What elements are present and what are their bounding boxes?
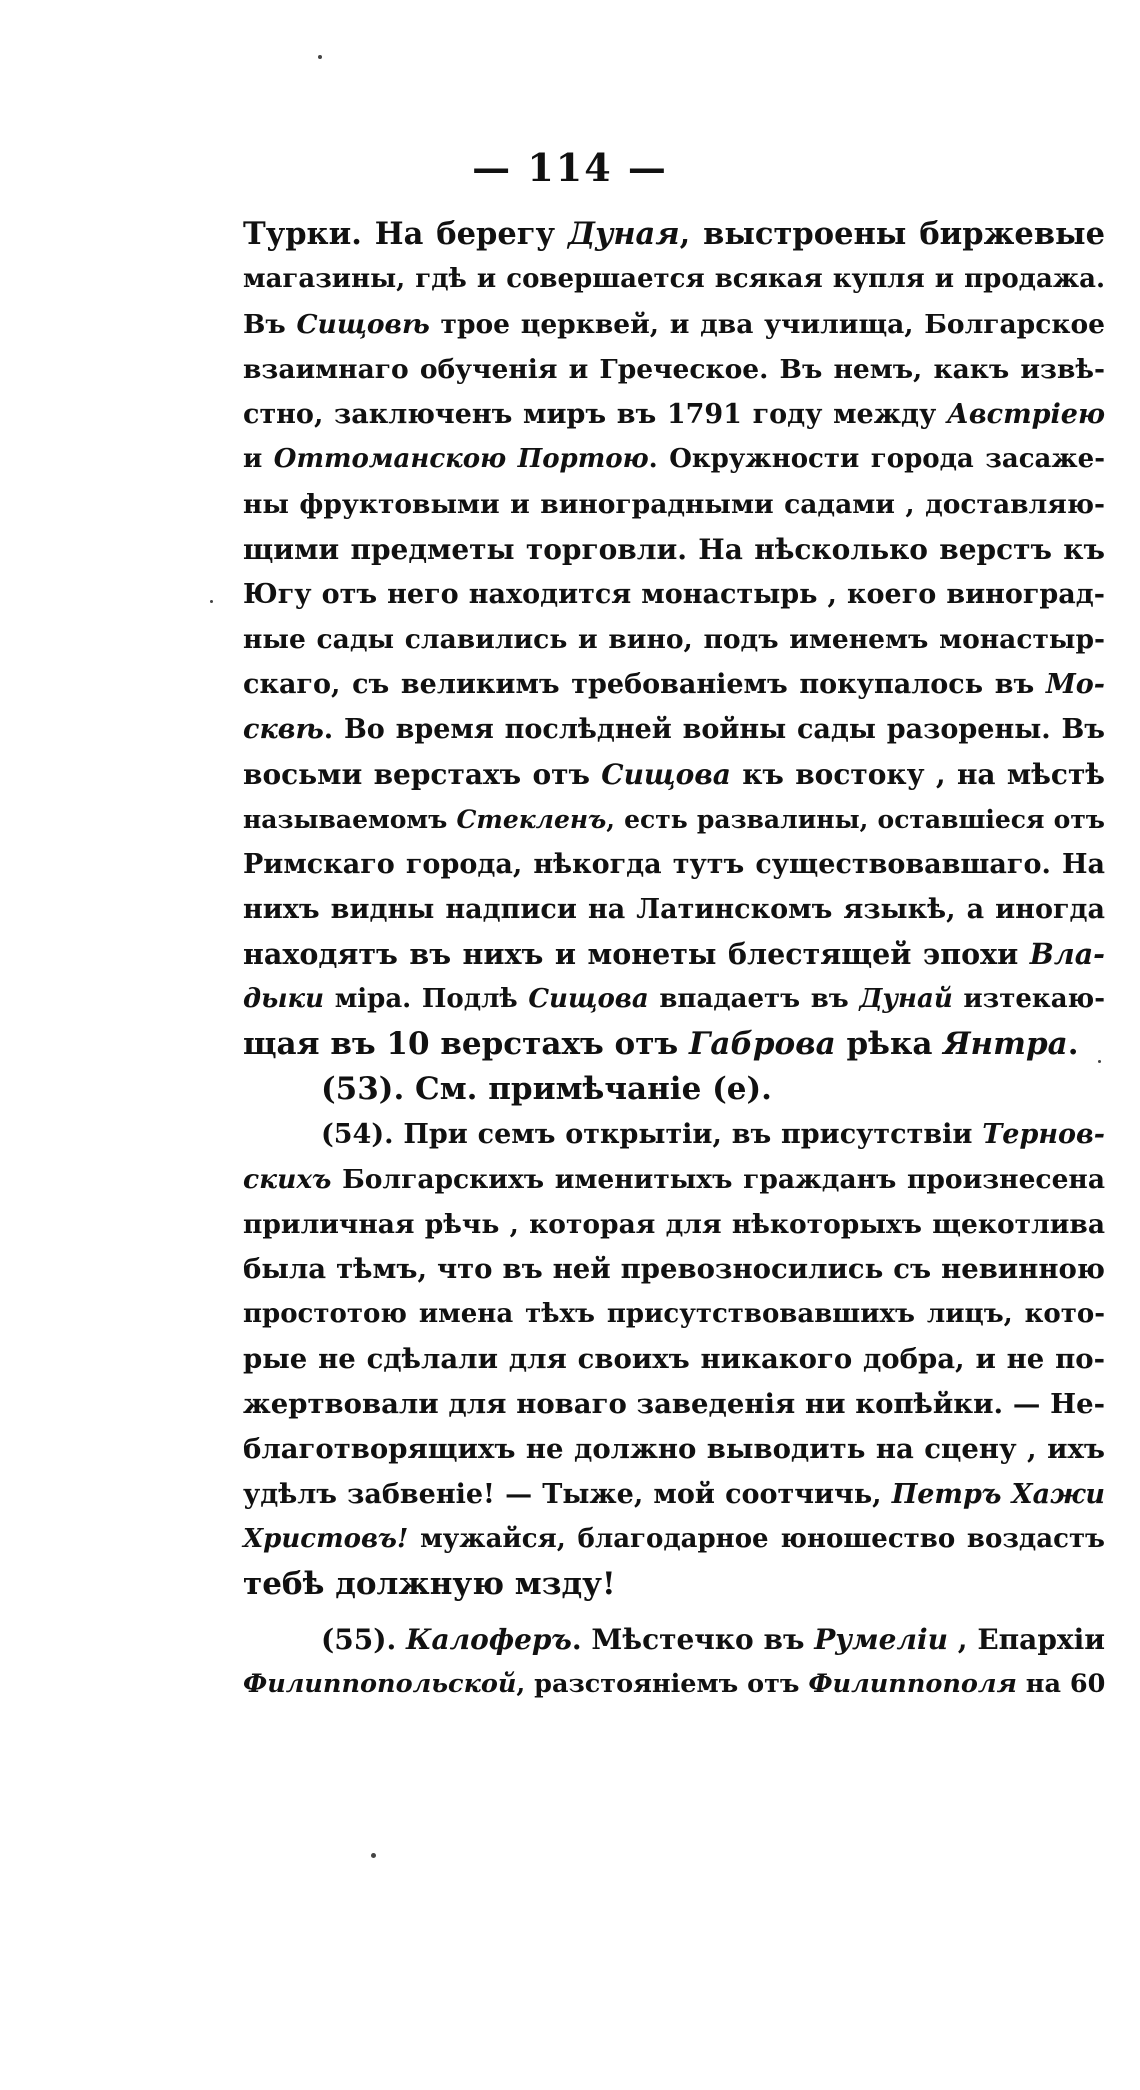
text-line — [243, 302, 1105, 347]
text-run: впадаетъ въ — [648, 984, 860, 1014]
text-run: . Во время послѣдней войны сады разорены. Въ — [323, 714, 1105, 745]
text-run: Турки. На берегу — [243, 216, 568, 252]
italic-text: Сищова — [528, 984, 649, 1014]
text-line — [243, 1247, 1105, 1292]
text-line — [243, 572, 1105, 617]
page-number: — 114 — — [472, 145, 668, 190]
text-line — [243, 797, 1105, 842]
text-run: трое церквей, и два училища, Болгарское — [429, 309, 1105, 340]
italic-text: Вла- — [1029, 937, 1105, 971]
text-line — [243, 1337, 1105, 1382]
text-line — [243, 527, 1105, 572]
italic-text: Филиппопольской — [243, 1669, 517, 1699]
text-run: Югу отъ него находится монастырь , коего виноград- — [243, 579, 1105, 610]
text-line — [243, 212, 1105, 257]
ink-speck — [371, 1853, 376, 1858]
text-run: тебѣ должную мзду! — [243, 1566, 616, 1602]
italic-text: дыки — [243, 984, 325, 1014]
italic-text: Сищовѣ — [296, 309, 430, 340]
text-line — [243, 1067, 1105, 1112]
text-run: (53). См. примѣчаніе (е). — [321, 1071, 772, 1107]
text-run: . Мѣстечко въ — [571, 1623, 815, 1656]
text-run: міра. Подлѣ — [324, 984, 529, 1014]
text-line — [243, 842, 1105, 887]
text-run: и — [243, 444, 274, 474]
text-line — [243, 257, 1105, 302]
text-run: . — [1067, 1026, 1079, 1062]
italic-text: Филиппополя — [808, 1669, 1017, 1699]
text-line — [243, 617, 1105, 662]
text-run: находятъ въ нихъ и монеты блестящей эпохи — [243, 937, 1030, 971]
italic-text: Стекленъ — [456, 805, 607, 834]
text-line — [243, 977, 1105, 1022]
text-line — [243, 932, 1105, 977]
text-run: изтекаю- — [952, 984, 1105, 1014]
ink-speck — [210, 600, 213, 603]
text-run: рые не сдѣлали для своихъ никакого добра, и не по- — [243, 1343, 1105, 1375]
text-line — [243, 1427, 1105, 1472]
text-line — [243, 752, 1105, 797]
text-run: . Окружности города засаже- — [648, 444, 1105, 474]
text-run: мужайся, благодарное юношество воздастъ — [408, 1524, 1105, 1554]
italic-text: Мо- — [1045, 669, 1105, 700]
text-line — [243, 707, 1105, 752]
text-run: жертвовали для новаго заведенія ни копѣйки. — Не- — [243, 1388, 1105, 1420]
italic-text: Янтра — [943, 1026, 1068, 1062]
text-run: магазины, гдѣ и совершается всякая купля и продажа. — [243, 264, 1105, 294]
text-run: взаимнаго обученія и Греческое. Въ немъ, какъ извѣ- — [243, 354, 1105, 385]
text-line — [243, 347, 1105, 392]
text-run: (54). При семъ открытіи, въ присутствіи — [321, 1119, 983, 1150]
italic-text: скихъ — [243, 1164, 332, 1195]
italic-text: Румеліи — [814, 1623, 948, 1656]
text-line — [243, 662, 1105, 707]
text-line — [243, 1202, 1105, 1247]
text-run: Въ — [243, 309, 297, 340]
text-line — [243, 1472, 1105, 1517]
text-run: ны фруктовыми и виноградными садами , доставляю- — [243, 489, 1105, 520]
text-run: , Епархіи — [947, 1623, 1105, 1656]
text-run: восьми верстахъ отъ — [243, 758, 602, 791]
text-run: Римскаго города, нѣкогда тутъ существовавшаго. На — [243, 849, 1105, 880]
italic-text: Петръ Хажи — [891, 1479, 1105, 1510]
text-run: , есть развалины, оставшіеся отъ — [606, 805, 1105, 834]
text-run: , выстроены биржевые — [679, 216, 1105, 252]
italic-text: Тернов- — [982, 1119, 1105, 1150]
text-run: нихъ видны надписи на Латинскомъ языкѣ, а иногда — [243, 894, 1105, 925]
text-line — [243, 1382, 1105, 1427]
text-line — [243, 1662, 1105, 1707]
text-line — [243, 392, 1105, 437]
text-run: благотворящихъ не должно выводить на сцену , ихъ — [243, 1433, 1105, 1465]
text-line — [243, 1292, 1105, 1337]
text-run: удѣлъ забвеніе! — Тыже, мой соотчичь, — [243, 1479, 892, 1510]
text-line — [243, 1617, 1105, 1662]
text-run: щими предметы торговли. На нѣсколько верстъ къ — [243, 533, 1105, 566]
text-run: , разстояніемъ отъ — [516, 1669, 809, 1699]
text-run: стно, заключенъ миръ въ 1791 году между — [243, 399, 947, 430]
italic-text: Калоферъ — [406, 1623, 572, 1656]
text-line — [243, 1517, 1105, 1562]
text-run: была тѣмъ, что въ ней превозносились съ невинною — [243, 1253, 1105, 1285]
italic-text: сквѣ — [243, 714, 324, 745]
text-line — [243, 1112, 1105, 1157]
italic-text: Оттоманскою Портою — [273, 444, 649, 474]
text-run: на 60 — [1016, 1669, 1106, 1699]
text-run: ные сады славились и вино, подъ именемъ монастыр- — [243, 624, 1105, 655]
body-text — [243, 212, 1105, 1707]
text-line — [243, 887, 1105, 932]
ink-speck — [1098, 1060, 1101, 1063]
text-run: называемомъ — [243, 805, 457, 834]
text-line — [243, 1562, 1105, 1607]
text-run: простотою имена тѣхъ присутствовавшихъ лицъ, кото- — [243, 1299, 1105, 1329]
text-run: къ востоку , на мѣстѣ — [730, 758, 1105, 791]
italic-text: Габрова — [689, 1026, 836, 1062]
text-run: приличная рѣчь , которая для нѣкоторыхъ щекотлива — [243, 1209, 1105, 1240]
italic-text: Дуная — [567, 216, 680, 252]
italic-text: Австріею — [946, 399, 1105, 430]
text-line — [243, 482, 1105, 527]
ink-speck — [318, 55, 322, 59]
text-run: (55). — [321, 1623, 407, 1656]
italic-text: Сищова — [601, 758, 731, 791]
text-line — [243, 1157, 1105, 1202]
text-run: рѣка — [835, 1026, 944, 1062]
text-run: щая въ 10 верстахъ отъ — [243, 1026, 689, 1062]
text-run: Болгарскихъ именитыхъ гражданъ произнесена — [331, 1164, 1105, 1195]
italic-text: Дунай — [859, 984, 953, 1014]
italic-text: Христовъ! — [243, 1524, 409, 1554]
text-line — [243, 437, 1105, 482]
text-run: скаго, съ великимъ требованіемъ покупалось въ — [243, 669, 1046, 700]
text-line — [243, 1022, 1105, 1067]
